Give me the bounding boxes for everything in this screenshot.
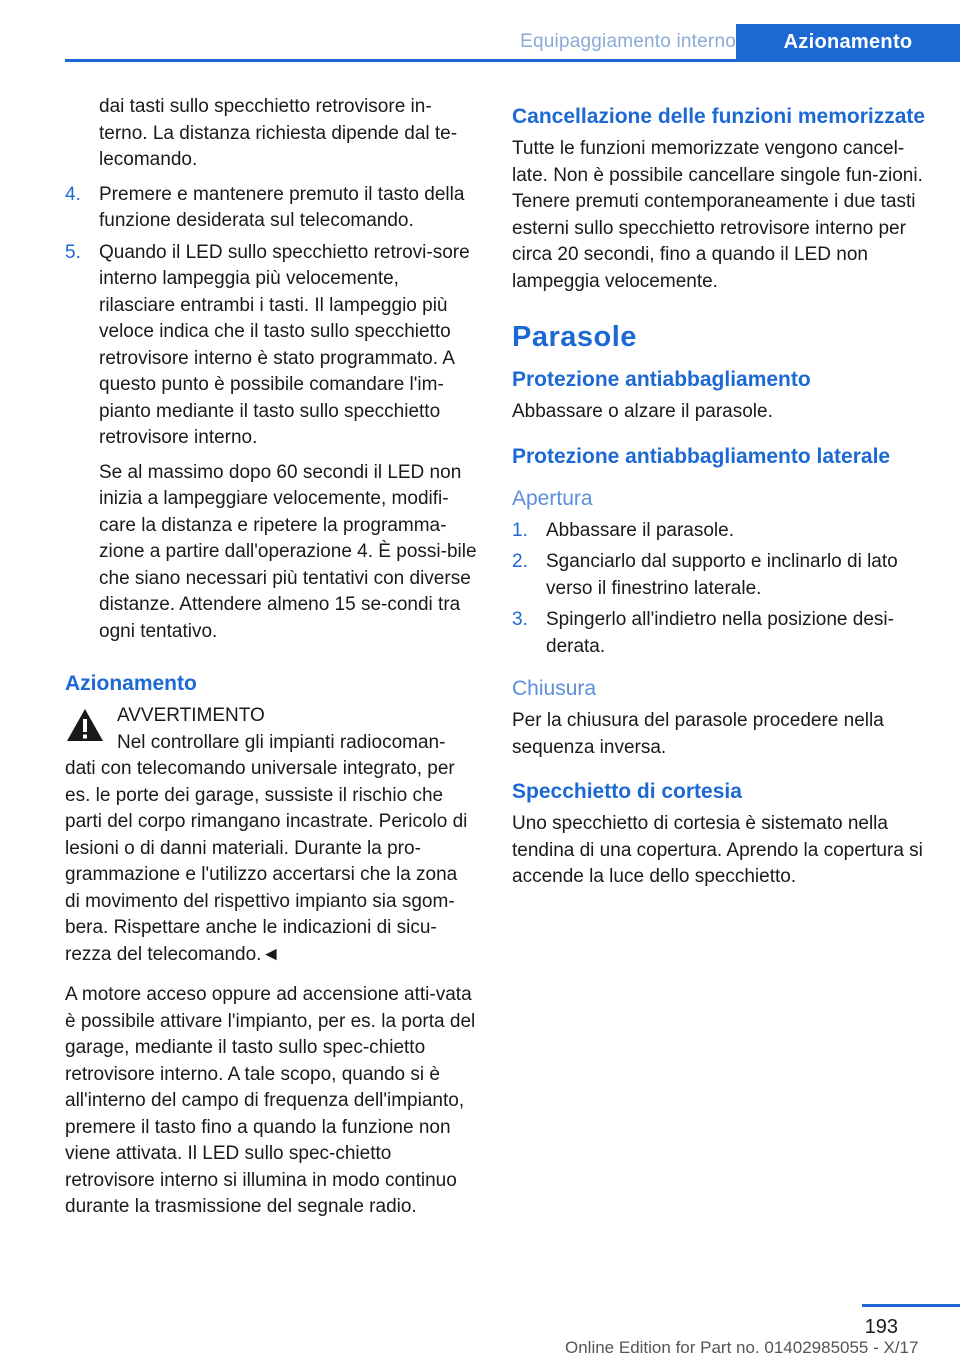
warning-block: [65, 703, 477, 756]
heading-antiabbagliamento: Protezione antiabbagliamento: [512, 368, 811, 391]
step-number: 3.: [512, 609, 528, 630]
header-rule: [65, 59, 960, 62]
left-column: [65, 94, 477, 1221]
list-item: [512, 518, 930, 545]
step-text: Premere e mantenere premuto il tasto della funzione desiderata sul telecomando.: [99, 183, 465, 231]
mirror-paragraph: Uno specchietto di cortesia è sistemato nella tendina di una copertura. Aprendo la copertura si accende la luce dello specchietto.: [512, 813, 923, 887]
cancel-paragraph: Tutte le funzioni memorizzate vengono cancel‐late. Non è possibile cancellare singole fun‐zioni. Tenere premuti contemporaneamente i due tasti esterni sullo specchietto retrovisore interno per circa 20 secondi, fino a quando il LED non lampeggia velocemente.: [512, 138, 923, 292]
step-text: Spingerlo all'indietro nella posizione desi‐derata.: [546, 609, 894, 657]
step-number: 4.: [65, 183, 81, 205]
heading-specchietto-cortesia: Specchietto di cortesia: [512, 780, 742, 803]
antiglare-paragraph: Abbassare o alzare il parasole.: [512, 401, 773, 422]
heading-antiabbagliamento-laterale: Protezione antiabbagliamento laterale: [512, 444, 891, 468]
header-section-title: Equipaggiamento interno: [520, 31, 736, 52]
right-column: [512, 94, 930, 891]
step5-followup: Se al massimo dopo 60 secondi il LED non inizia a lampeggiare velocemente, modifi‐care la distanza e ripetere la programma‐zione a partire dall'operazione 4. È possi‐bile che siano necessari più tentativi con diverse distanze. Attendere almeno 15 se‐condi tra ogni tentativo.: [99, 461, 477, 642]
edition-footer: Online Edition for Part no. 01402985055 - X/17: [565, 1338, 919, 1357]
step-text: Quando il LED sullo specchietto retrovi‐sore interno lampeggia più velocemente, rilasciare entrambi i tasti. Il lampeggio più veloce indica che il tasto sullo specchietto retrovisore interno è stato programmato. A questo punto è possibile comandare l'im‐pianto mediante il tasto sullo specchietto retrovisore interno.: [99, 241, 470, 448]
apertura-steps-list: [512, 518, 930, 661]
heading-parasole: Parasole: [512, 321, 637, 353]
warning-triangle-icon: [65, 707, 105, 743]
heading-cancellazione: Cancellazione delle funzioni memorizzate: [512, 105, 926, 128]
warning-title: AVVERTIMENTO: [117, 705, 265, 726]
chiusura-paragraph: Per la chiusura del parasole procedere nella sequenza inversa.: [512, 710, 884, 758]
warning-text: dati con telecomando universale integrato, per es. le porte dei garage, sussiste il rischio che parti del corpo rimangano incastrate. Pericolo di lesioni o di danni materiali. Durante la pro‐grammazione e l'utilizzo accertarsi che la zona di movimento del rispettivo impianto sia sgom‐bera. Rispettare anche le indicazioni di sicu‐rezza del telecomando.◄: [65, 758, 468, 965]
step-number: 1.: [512, 519, 528, 541]
step-text: Sganciarlo dal supporto e inclinarlo di lato verso il finestrino laterale.: [546, 551, 898, 599]
list-item: [65, 182, 477, 235]
footer-rule: [862, 1304, 960, 1307]
list-item: [512, 549, 930, 602]
list-item: [512, 607, 930, 660]
step-text: Abbassare il parasole.: [546, 519, 734, 541]
intro-paragraph: dai tasti sullo specchietto retrovisore in‐terno. La distanza richiesta dipende dal te‐lecomando.: [99, 96, 458, 170]
step-number: 2.: [512, 551, 528, 572]
list-item: [65, 240, 477, 452]
heading-apertura: Apertura: [512, 486, 593, 510]
page-header: [65, 24, 960, 62]
heading-azionamento: Azionamento: [65, 672, 197, 695]
warning-first-line: Nel controllare gli impianti radiocoman‐: [117, 731, 446, 753]
programming-steps-list: [65, 182, 477, 452]
step-number: 5.: [65, 241, 81, 263]
page-number: 193: [864, 1316, 898, 1338]
header-chapter-tab: Azionamento: [736, 24, 960, 62]
engine-paragraph: A motore acceso oppure ad accensione atti‐vata è possibile attivare l'impianto, per es. la porta del garage, mediante il tasto sullo spec‐chietto retrovisore interno. A tale scopo, quando si è all'interno del campo di frequenza dell'impianto, premere il tasto fino a quando la funzione non viene attivata. Il LED sullo spec‐chietto retrovisore interno si illumina in modo continuo durante la trasmissione del segnale radio.: [65, 984, 476, 1217]
heading-chiusura: Chiusura: [512, 677, 597, 700]
